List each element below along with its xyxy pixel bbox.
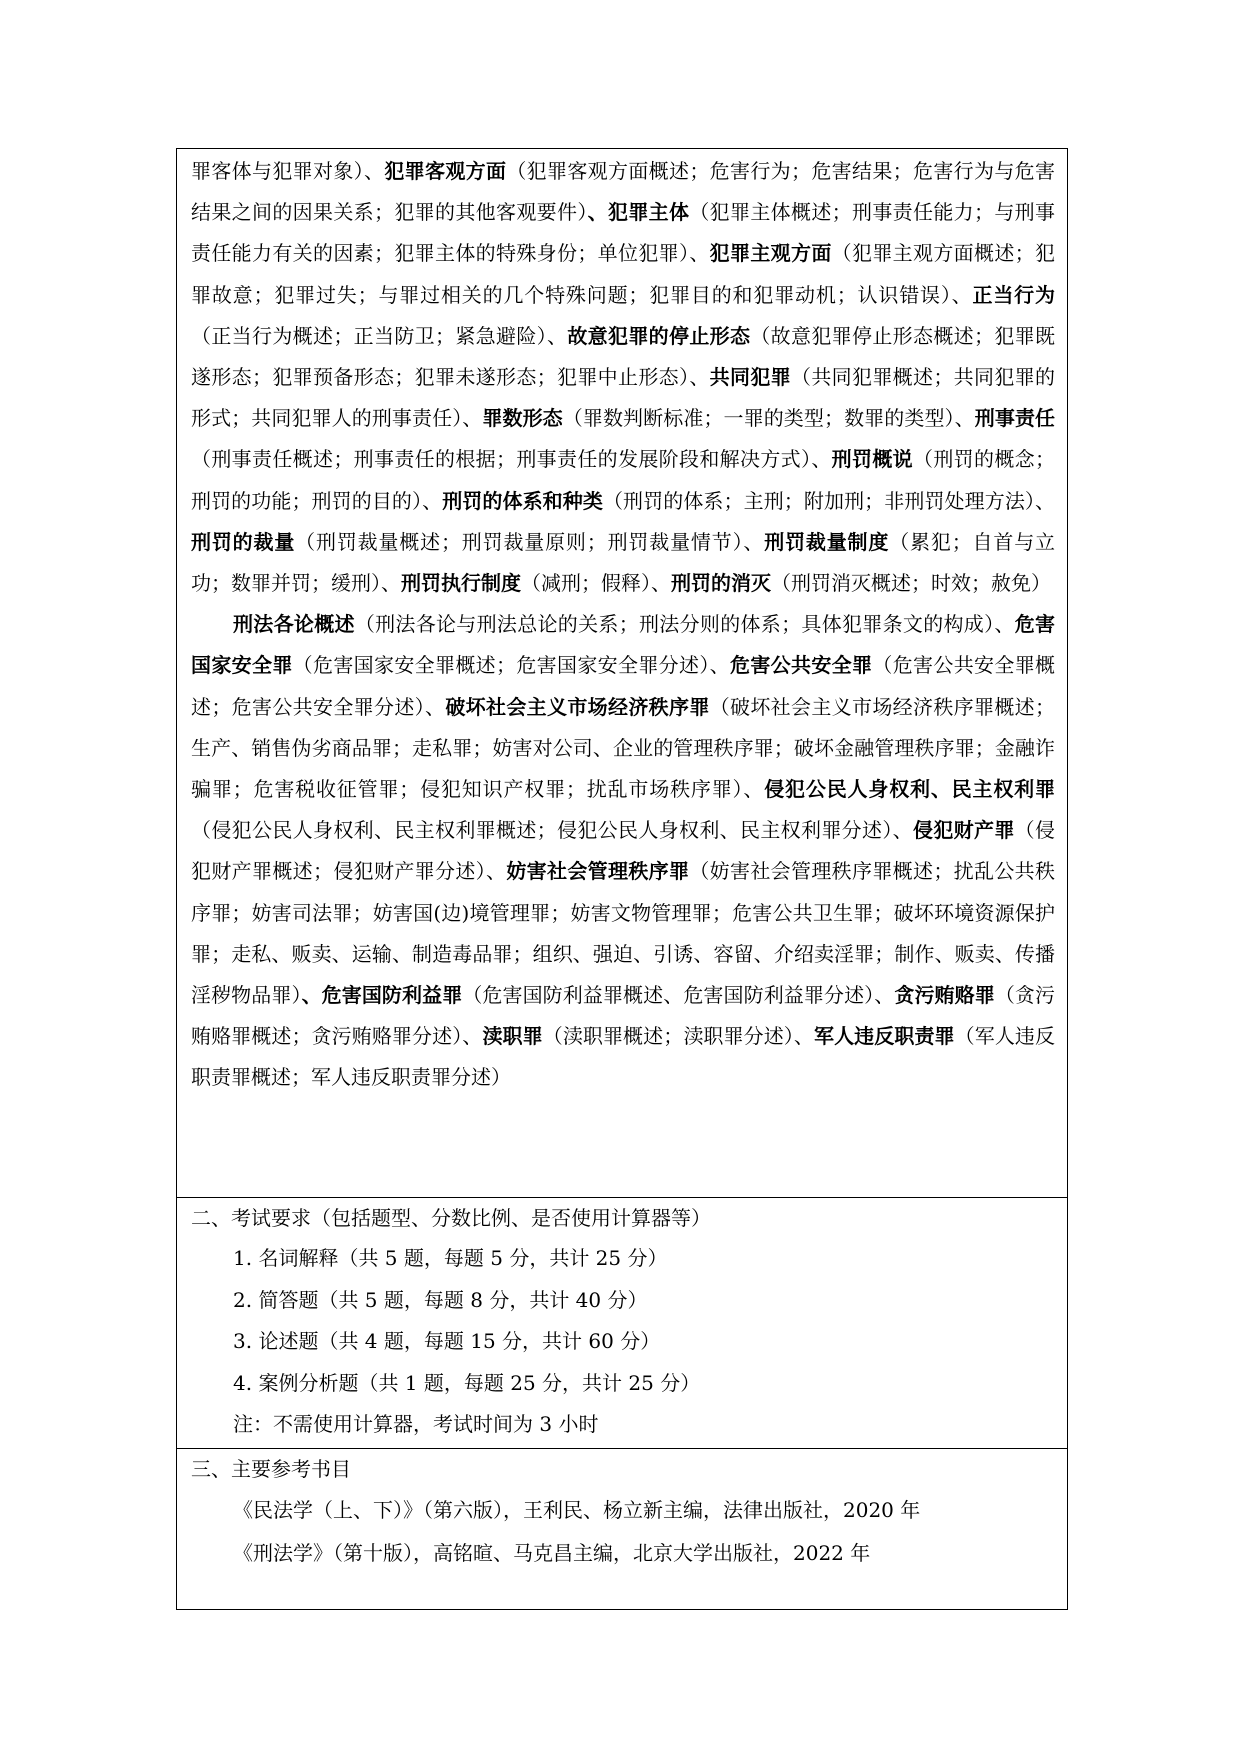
term-heading: 侵犯公民人身权利、民主权利罪 xyxy=(764,777,1055,802)
exam-item-3: 3. 论述题（共 4 题，每题 15 分，共计 60 分） xyxy=(233,1329,661,1353)
exam-syllabus-table xyxy=(176,148,1068,1610)
term-heading: 刑法各论概述 xyxy=(233,612,355,637)
syllabus-paragraph-general xyxy=(177,151,1067,604)
content-section-cell xyxy=(177,149,1067,1198)
term-heading: 刑罚裁量制度 xyxy=(764,529,890,554)
term-description: （罪数判断标准；一罪的类型；数罪的类型）、 xyxy=(562,406,975,431)
reference-1: 《民法学（上、下）》（第六版），王利民、杨立新主编，法律出版社，2020 年 xyxy=(233,1498,921,1522)
term-description: （妨害社会管理秩序罪概述；扰乱公共秩序罪；妨害司法罪；妨害国(边)境管理罪；妨害文物管理罪；危害公共卫生罪；破坏环境资源保护罪；走私、贩卖、运输、制造毒品罪；组织、强迫、引诱、容留、介绍卖淫罪；制作、贩卖、传播淫秽物品罪） xyxy=(191,859,1056,1008)
term-description: （危害公共安全罪概述；危害公共安全罪分述）、 xyxy=(191,653,1056,719)
term-description: （累犯；自首与立功；数罪并罚；缓刑）、 xyxy=(191,529,1056,596)
exam-requirements-cell xyxy=(177,1198,1067,1449)
term-description: （故意犯罪停止形态概述；犯罪既遂形态；犯罪预备形态；犯罪未遂形态；犯罪中止形态）、 xyxy=(191,323,1056,390)
term-description: （刑罚裁量概述；刑罚裁量原则；刑罚裁量情节）、 xyxy=(295,529,765,554)
exam-item-1: 1. 名词解释（共 5 题，每题 5 分，共计 25 分） xyxy=(233,1246,668,1270)
term-description: （破坏社会主义市场经济秩序罪概述；生产、销售伪劣商品罪；走私罪；妨害对公司、企业的管理秩序罪；破坏金融管理秩序罪；金融诈骗罪；危害税收征管罪；侵犯知识产权罪；扰乱市场秩序罪）、 xyxy=(191,694,1056,802)
term-heading: 危害国家安全罪 xyxy=(191,612,1056,678)
term-heading: 破坏社会主义市场经济秩序罪 xyxy=(445,694,710,719)
reference-2: 《刑法学》（第十版），高铭暄、马克昌主编，北京大学出版社，2022 年 xyxy=(233,1541,871,1565)
term-heading: 渎职罪 xyxy=(482,1024,543,1049)
term-heading: 犯罪客观方面 xyxy=(384,159,507,183)
term-description: （军人违反职责罪概述；军人违反职责罪分述） xyxy=(191,1024,1056,1090)
term-heading: 犯罪主观方面 xyxy=(709,241,832,266)
term-heading: 故意犯罪的停止形态 xyxy=(567,323,751,348)
term-heading: 刑罚的消灭 xyxy=(671,571,771,596)
term-description: （渎职罪概述；渎职罪分述）、 xyxy=(542,1024,814,1049)
term-heading: 罪数形态 xyxy=(482,406,563,431)
term-description: （刑法各论与刑法总论的关系；刑法分则的体系；具体犯罪条文的构成）、 xyxy=(354,612,1015,637)
exam-item-4: 4. 案例分析题（共 1 题，每题 25 分，共计 25 分） xyxy=(233,1370,701,1395)
term-description: （犯罪主体概述；刑事责任能力；与刑事责任能力有关的因素；犯罪主体的特殊身份；单位犯罪）、 xyxy=(191,200,1056,266)
term-heading: 刑罚的裁量 xyxy=(191,529,296,554)
term-description: （刑罚的概念；刑罚的功能；刑罚的目的）、 xyxy=(191,447,1056,513)
term-description: （侵犯公民人身权利、民主权利罪概述；侵犯公民人身权利、民主权利罪分述）、 xyxy=(191,818,913,843)
term-description: （刑罚消灭概述；时效；赦免） xyxy=(771,571,1051,596)
term-description: （共同犯罪概述；共同犯罪的形式；共同犯罪人的刑事责任）、 xyxy=(191,365,1056,431)
term-description: （危害国防利益罪概述、危害国防利益罪分述）、 xyxy=(462,983,895,1008)
term-heading: 、犯罪主体 xyxy=(587,200,690,225)
term-heading: 、危害国防利益罪 xyxy=(301,983,463,1008)
exam-item-2: 2. 简答题（共 5 题，每题 8 分，共计 40 分） xyxy=(233,1287,648,1312)
term-description: （危害国家安全罪概述；危害国家安全罪分述）、 xyxy=(292,653,731,678)
term-description: （正当行为概述；正当防卫；紧急避险）、 xyxy=(191,323,568,348)
term-heading: 刑罚的体系和种类 xyxy=(442,488,603,513)
term-description: （减刑；假释）、 xyxy=(521,571,671,596)
term-heading: 侵犯财产罪 xyxy=(913,818,1015,843)
term-description: （侵犯财产罪概述；侵犯财产罪分述）、 xyxy=(191,818,1056,884)
term-heading: 刑罚执行制度 xyxy=(401,571,521,596)
term-description: （刑事责任概述；刑事责任的根据；刑事责任的发展阶段和解决方式）、 xyxy=(191,447,832,472)
term-heading: 共同犯罪 xyxy=(709,365,792,390)
term-description: （犯罪主观方面概述；犯罪故意；犯罪过失；与罪过相关的几个特殊问题；犯罪目的和犯罪动机；认识错误）、 xyxy=(191,241,1056,307)
references-title: 三、主要参考书目 xyxy=(191,1457,351,1481)
term-heading: 危害公共安全罪 xyxy=(730,653,873,678)
term-heading: 贪污贿赂罪 xyxy=(894,983,995,1008)
term-description: （贪污贿赂罪概述；贪污贿赂罪分述）、 xyxy=(191,983,1056,1049)
term-description: 罪客体与犯罪对象）、 xyxy=(191,159,385,183)
syllabus-paragraph-specific xyxy=(177,604,1067,1098)
references-cell xyxy=(177,1449,1067,1609)
term-heading: 刑罚概说 xyxy=(831,447,914,472)
term-heading: 军人违反职责罪 xyxy=(814,1024,955,1049)
term-heading: 正当行为 xyxy=(972,282,1056,307)
term-description: （刑罚的体系；主刑；附加刑；非刑罚处理方法）、 xyxy=(602,488,1056,513)
exam-note: 注：不需使用计算器，考试时间为 3 小时 xyxy=(233,1412,599,1436)
term-description: （犯罪客观方面概述；危害行为；危害结果；危害行为与危害结果之间的因果关系；犯罪的其他客观要件） xyxy=(191,159,1056,225)
term-heading: 刑事责任 xyxy=(974,406,1056,431)
term-heading: 妨害社会管理秩序罪 xyxy=(506,859,690,884)
exam-requirements-title: 二、考试要求（包括题型、分数比例、是否使用计算器等） xyxy=(191,1206,711,1230)
